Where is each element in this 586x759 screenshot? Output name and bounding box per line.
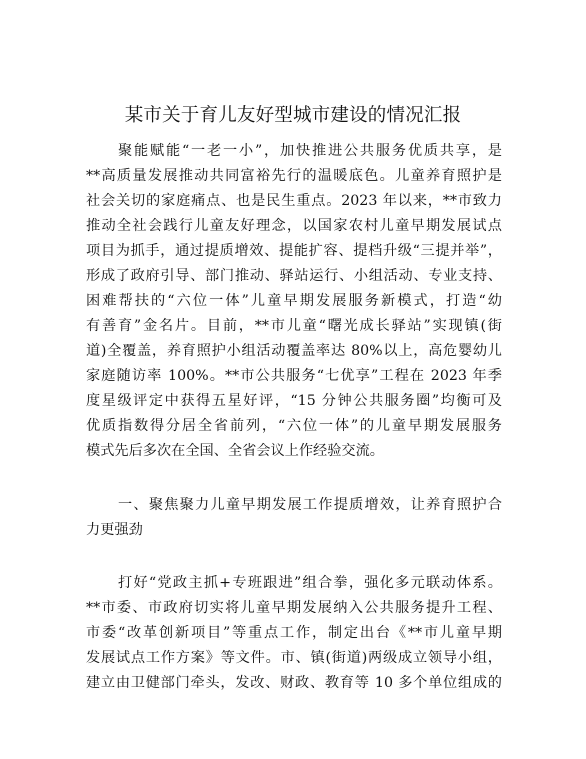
document-title: 某市关于育儿友好型城市建设的情况汇报 — [124, 105, 462, 126]
section-line: 打好“党政主抓+专班跟进”组合拳，强化多元联动体系。 — [118, 575, 502, 591]
intro-line: 道)全覆盖，养育照护小组活动覆盖率达 80%以上，高危婴幼儿 — [86, 343, 502, 359]
section-line: **市委、市政府切实将儿童早期发展纳入公共服务提升工程、 — [86, 600, 502, 616]
intro-line: 聚能赋能“一老一小”，加快推进公共服务优质共享，是 — [118, 143, 502, 159]
intro-line: **高质量发展推动共同富裕先行的温暖底色。儿童养育照护是 — [86, 168, 502, 184]
intro-line: 推动全社会践行儿童友好理念，以国家农村儿童早期发展试点 — [86, 218, 502, 234]
intro-line: 优质指数得分居全省前列，“六位一体”的儿童早期发展服务 — [86, 418, 502, 434]
intro-line: 项目为抓手，通过提质增效、提能扩容、提档升级“三提并举”， — [86, 243, 502, 259]
intro-line: 模式先后多次在全国、全省会议上作经验交流。 — [86, 443, 384, 459]
section-heading: 一、聚焦聚力儿童早期发展工作提质增效，让养育照护合 — [118, 497, 502, 513]
section-heading: 力更强劲 — [86, 522, 143, 538]
section-line: 发展试点工作方案》等文件。市、镇(街道)两级成立领导小组， — [86, 650, 502, 666]
intro-line: 有善育”金名片。目前，**市儿童“曙光成长驿站”实现镇(街 — [86, 318, 502, 334]
intro-line: 家庭随访率 100%。**市公共服务“七优享”工程在 2023 年季 — [86, 368, 502, 384]
section-line: 建立由卫健部门牵头，发改、财政、教育等 10 多个单位组成的 — [86, 675, 502, 691]
intro-line: 形成了政府引导、部门推动、驿站运行、小组活动、专业支持、 — [86, 268, 502, 284]
section-line: 市委“改革创新项目”等重点工作，制定出台《**市儿童早期 — [86, 625, 502, 641]
intro-line: 社会关切的家庭痛点、也是民生重点。2023 年以来，**市致力 — [86, 193, 502, 209]
intro-line: 困难帮扶的“六位一体”儿童早期发展服务新模式，打造“幼 — [86, 293, 502, 309]
intro-line: 度星级评定中获得五星好评，“15 分钟公共服务圈”均衡可及 — [86, 393, 502, 409]
